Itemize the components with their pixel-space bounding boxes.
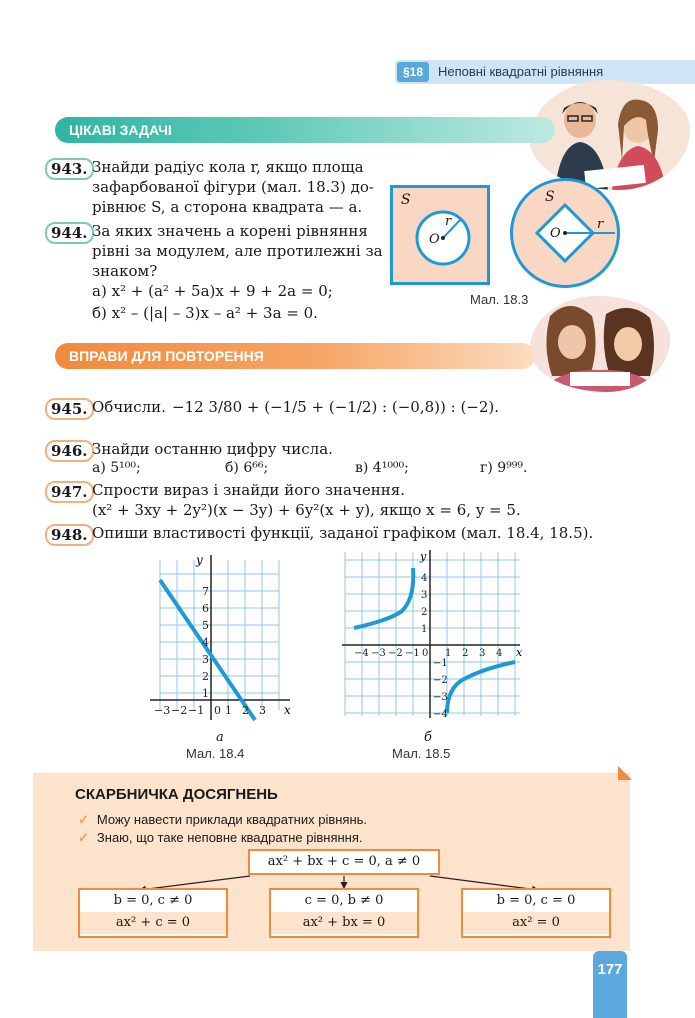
photo-girls-reading: [530, 296, 670, 392]
figure-18-5-xtick: 1: [445, 648, 452, 659]
achievement-item-1: [78, 812, 367, 828]
problem-944-line3: знаком?: [92, 262, 158, 280]
figure-18-5-graph: [340, 548, 525, 720]
banner-review-exercises: ВПРАВИ ДЛЯ ПОВТОРЕННЯ: [55, 343, 535, 369]
figure-18-5-xtick: −3: [371, 648, 386, 659]
problem-946-c: в) 4¹⁰⁰⁰;: [355, 460, 409, 476]
problem-number-946: 946.: [45, 440, 94, 462]
figure-18-5-ytick: 1: [421, 624, 428, 635]
case-3-condition: b = 0, c = 0: [496, 893, 576, 908]
figure-18-4-ytick: 5: [202, 619, 209, 632]
problem-944-line1: За яких значень a корені рівняння: [92, 222, 368, 240]
figure-18-4-xtick: −3: [154, 704, 171, 717]
diagram-case-2: [269, 888, 419, 938]
figure-18-5-ytick: 4: [421, 573, 428, 584]
problem-946-b: б) 6⁶⁶;: [225, 460, 269, 476]
figure-18-4-xtick: −1: [188, 704, 205, 717]
figure-18-4-xlabel: x: [284, 703, 291, 717]
problem-946-d: г) 9⁹⁹⁹.: [480, 460, 528, 476]
problem-944-a: а) x² + (a² + 5a)x + 9 + 2a = 0;: [92, 282, 333, 300]
check-icon: ✓: [78, 812, 89, 827]
case-3-equation: ax² = 0: [463, 912, 609, 934]
figure-18-5-xtick: −1: [405, 648, 420, 659]
check-icon: ✓: [78, 830, 89, 845]
case-1-condition: b = 0, c ≠ 0: [113, 893, 193, 908]
corner-triangle-icon: [618, 766, 632, 780]
figure-18-3-square: [390, 185, 490, 285]
figure-18-4-xtick: 2: [242, 704, 249, 717]
figure-18-3b-label-s: S: [545, 189, 555, 205]
problem-943-line1: Знайди радіус кола r, якщо площа: [92, 158, 364, 176]
case-2-condition: c = 0, b ≠ 0: [304, 893, 384, 908]
figure-18-5-ylabel: y: [420, 550, 427, 563]
problem-number-944: 944.: [45, 222, 94, 244]
figure-18-4-xtick: 1: [225, 704, 232, 717]
figure-18-3b-label-o: O: [550, 226, 561, 241]
diagram-top-equation: ax² + bx + c = 0, a ≠ 0: [250, 851, 438, 873]
figure-18-4-ytick: 6: [202, 602, 209, 615]
figure-18-5-xtick: 3: [479, 648, 486, 659]
figure-18-4-ytick: 7: [202, 585, 209, 598]
problem-number-947: 947.: [45, 481, 94, 503]
figure-18-3-label-r: r: [445, 214, 452, 229]
problem-945-expression: −12 3/80 + (−1/5 + (−1/2) : (−0,8)) : (−2).: [172, 398, 500, 416]
problem-946-text: Знайди останню цифру числа.: [92, 440, 333, 458]
figure-18-4-ytick: 2: [202, 670, 209, 683]
achievement-item-2-text: Знаю, що таке неповне квадратне рівняння.: [96, 830, 363, 845]
problem-948-text: Опиши властивості функції, заданої графіком (мал. 18.4, 18.5).: [92, 524, 594, 542]
problem-944-b: б) x² – (|a| – 3)x – a² + 3a = 0.: [92, 304, 318, 322]
problem-947-expression: (x² + 3xy + 2y²)(x − 3y) + 6y²(x + y), якщо x = 6, y = 5.: [92, 501, 521, 519]
diagram-case-1: [78, 888, 228, 938]
section-title: Неповні квадратні рівняння: [438, 64, 604, 79]
figure-18-4-grid: [160, 560, 279, 710]
figure-18-5-ytick: −4: [433, 709, 448, 720]
diagram-top-box: [248, 849, 440, 875]
caption-18-5: Мал. 18.5: [392, 746, 451, 761]
caption-18-4: Мал. 18.4: [186, 746, 245, 761]
problem-944-line2: рівні за модулем, але протилежні за: [92, 242, 383, 260]
figure-18-4-ytick: 4: [202, 636, 209, 649]
figure-18-4-xtick: 3: [259, 704, 266, 717]
figure-18-5-xtick: 2: [462, 648, 469, 659]
section-number: §18: [397, 62, 429, 82]
figure-18-4-xtick: 0: [214, 704, 221, 717]
figure-18-3b-label-r: r: [597, 217, 604, 232]
figure-18-5-ytick: −1: [433, 658, 448, 669]
problem-number-948: 948.: [45, 524, 94, 546]
achievements-title: СКАРБНИЧКА ДОСЯГНЕНЬ: [75, 786, 278, 803]
figure-18-5-ytick: 3: [421, 590, 428, 601]
figure-18-4-ytick: 1: [202, 687, 209, 700]
figure-18-5-ytick: −2: [433, 675, 448, 686]
figure-18-4-sublabel: а: [216, 730, 224, 745]
figure-18-5-xtick: 4: [496, 648, 503, 659]
problem-number-943: 943.: [45, 158, 94, 180]
figure-18-5-ytick: −3: [433, 692, 448, 703]
figure-18-3-label-o: O: [429, 232, 440, 247]
achievement-item-1-text: Можу навести приклади квадратних рівнянь.: [96, 812, 368, 827]
problem-946-a: а) 5¹⁰⁰;: [92, 460, 141, 476]
figure-18-4-ylabel: y: [196, 553, 203, 567]
figure-18-3-label-s: S: [401, 192, 411, 208]
figure-18-5-xtick: −2: [388, 648, 403, 659]
diagram-case-3: [461, 888, 611, 938]
problem-947-text: Спрости вираз і знайди його значення.: [92, 481, 406, 499]
problem-943-line2: зафарбованої фігури (мал. 18.3) до-: [92, 178, 374, 196]
achievement-item-2: [78, 830, 363, 846]
problem-number-945: 945.: [45, 398, 94, 420]
figure-18-4-ytick: 3: [202, 653, 209, 666]
figure-18-5-zero: 0: [422, 648, 429, 659]
figure-18-5-xtick: −4: [354, 648, 369, 659]
figure-18-4-xtick: −2: [171, 704, 188, 717]
caption-18-3: Мал. 18.3: [470, 292, 529, 307]
problem-945-text: Обчисли.: [92, 398, 166, 416]
page-number: 177: [593, 951, 627, 1018]
figure-18-4-graph: [140, 550, 310, 730]
figure-18-5-ytick: 2: [421, 607, 428, 618]
banner-interesting-problems: ЦІКАВІ ЗАДАЧІ: [55, 117, 555, 143]
problem-943-line3: рівнює S, а сторона квадрата — a.: [92, 198, 363, 216]
figure-18-5-xlabel: x: [516, 646, 523, 659]
figure-18-5-sublabel: б: [424, 730, 432, 745]
figure-18-3-circle: [510, 178, 620, 288]
case-1-equation: ax² + c = 0: [80, 912, 226, 934]
case-2-equation: ax² + bx = 0: [271, 912, 417, 934]
